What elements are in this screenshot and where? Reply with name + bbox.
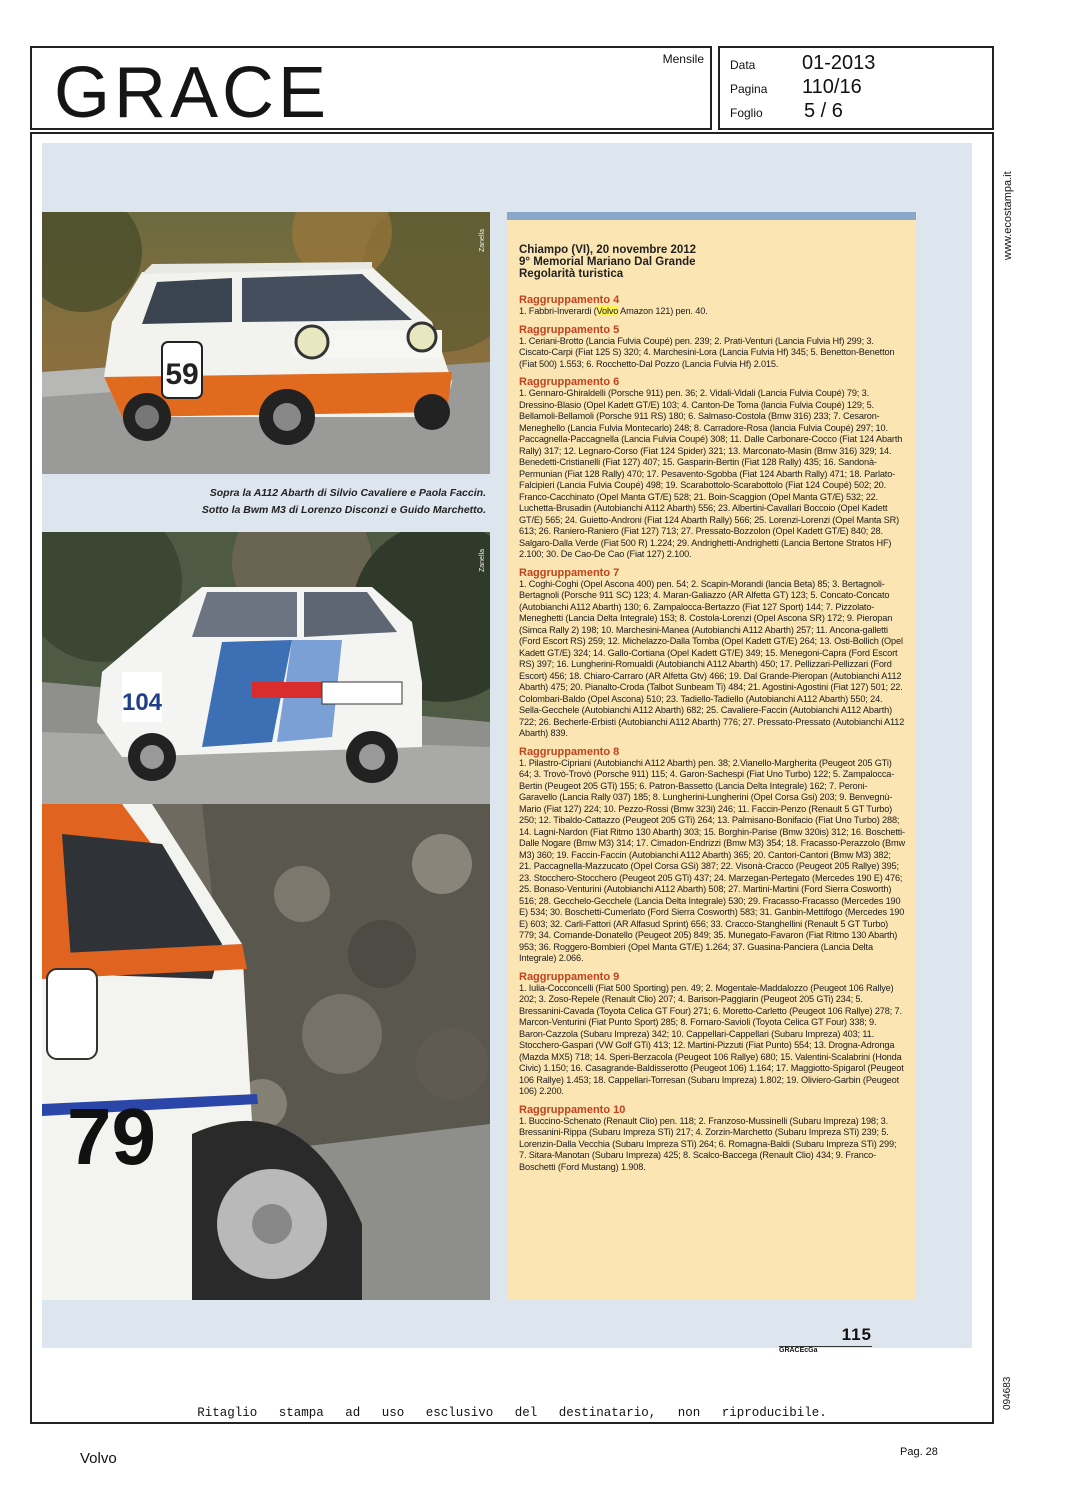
- disclaimer: Ritaglio stampa ad uso esclusivo del destinatario, non riproducibile.: [197, 1406, 827, 1420]
- clipping-meta-box: [718, 46, 994, 130]
- svg-text:104: 104: [121, 689, 163, 716]
- side-url: www.ecostampa.it: [1002, 171, 1014, 260]
- results-body: [519, 244, 905, 1173]
- page-brand: GRACEcGa: [779, 1346, 872, 1354]
- highlighted-keyword: Volvo: [596, 306, 619, 316]
- group-results: 1. Gennaro-Ghiraldelli (Porsche 911) pen. 36; 2. Vidali-Vidali (Lancia Fulvia Coupé) 79; 3. Dressino-Blasio (Opel Kadett GT/E) 103; 4. Canton-De Toma (lancia Fulvia Coupé) 129; 5. Bellamoli-Bellamoli (Porsche 911 RS) 180; 6. Salmaso-Costola (Bmw 316) 233; 7. Cesaron-Meneghello (Lancia Fulvia Montecarlo) 248; 8. Carradore-Rosa (lancia Fulvia Coupé) 297; 10. Paccagnella-Paccagnella (Lancia Fulvia Coupé) 308; 11. Dalle Carbonare-Cocco (Fiat 124 Abarth Rally) 317; 12. Legnaro-Corso (Fiat 124 Spider) 321; 13. Marconato-Masin (Bmw 316) 329; 14. Benedetti-Cristianelli (Fiat 127) 407; 15. Gasparin-Bertin (Fiat 128 Rally) 435; 16. Sandonà-Permunian (Fiat 128 Rally) 470; 17. Pesavento-Sgobba (Fiat 124 Abarth Rally) 471; 18. Parlato-Falcipieri (Lancia Fulvia Coupé) 498; 19. Scarabottolo-Scarabottolo (Fiat 124 Coupé) 502; 20. Franco-Cacchinato (Opel Manta GT/E) 528; 21. Boin-Scaggion (Opel Manta GT/E) 532; 22. Luchetta-Brusadin (Autobianchi A112 Abarth) 556; 23. Albertini-Cavallari Boccoio (Opel Kadett GT/E) 565; 24. Guietto-Androni (Fiat 124 Abarth Rally) 566; 25. Lorenzi-Lorenzi (Opel Manta SR) 613; 26. Raniero-Raniero (Fiat 127) 713; 27. Pressato-Bozzolon (Opel Kadett GT/E) 840; 28. Salgaro-Dalla Verde (Fiat 500 R) 1.224; 29. Andrighetti-Andrighetti (Lancia Bertone Stratos HF) 2.100; 30. De Cao-De Cao (Fiat 127) 2.100.: [519, 388, 903, 559]
- event-subtitle: 9° Memorial Mariano Dal Grande: [519, 256, 696, 268]
- event-title: Chiampo (VI), 20 novembre 2012: [519, 244, 697, 256]
- photo-car-closeup: [42, 804, 490, 1300]
- meta-label: Data: [730, 58, 756, 72]
- group-results: 1. Ceriani-Brotto (Lancia Fulvia Coupé) pen. 239; 2. Prati-Venturi (Lancia Fulvia Hf) 299; 3. Ciscato-Carpi (Fiat 125 S) 320; 4. Marchesini-Lora (Lancia Fulvia Hf) 345; 5. Benetton-Benetton (Fiat 500) 1.553; 6. Rocchetto-Dal Pozzo (Lancia Fulvia Hf) 2.015.: [519, 335, 895, 369]
- magazine-logo: GRACE: [54, 53, 331, 133]
- meta-row-date: [730, 52, 876, 74]
- meta-value: 01-2013: [802, 52, 876, 74]
- group-title: Raggruppamento 6: [519, 376, 620, 388]
- photo-caption: [150, 485, 486, 519]
- group-results: 1. Fabbri-Inverardi (Volvo Amazon 121) pen. 40.: [519, 306, 708, 316]
- group-results: 1. Coghi-Coghi (Opel Ascona 400) pen. 54; 2. Scapin-Morandi (lancia Beta) 85; 3. Bertagnoli-Bertagnoli (Porsche 911 SC) 123; 4. Maran-Galiazzo (AR Alfetta GT) 123; 5. Concato-Concato (Autobianchi A112 Abarth) 130; 6. Zampalocca-Bertazzo (Fiat 127 Sport) 144; 7. Pizzolato-Meneghetti (Lancia Delta Integrale) 153; 8. Costola-Lorenzi (Opel Ascona SR) 172; 9. Pieropan (Simca Rally 2) 198; 10. Marchesini-Manea (Autobianchi A112 Abarth) 257; 11. Ancona-galletti (Ford Escort RS) 259; 12. Michelazzo-Dalla Tomba (Opel Kadett GT/E) 264; 13. Osti-Bollich (Opel Kadett GT/E) 324; 14. Gallo-Cortiana (Opel Kadett GT/E) 349; 15. Menegoni-Capra (Ford Escort RS) 397; 16. Lungherini-Romualdi (Autobianchi A112 Abarth) 450; 17. Pellizzari-Pellizzari (Ford Escort) 456; 18. Chiaro-Carraro (AR Alfetta Gtv) 466; 19. Dal Grande-Pieropan (Autobianchi A112 Abarth) 475; 20. Pianalto-Croda (Talbot Sunbeam Ti) 484; 21. Agostini-Agostini (Fiat 127) 501; 22. Colombari-Baldo (Opel Ascona) 510; 23. Tadiello-Tadiello (Autobianchi A112 Abarth) 550; 24. Sella-Gecchele (Autobianchi A112 Abarth) 682; 25. Cavaliere-Faccin (Autobianchi A112 Abarth) 722; 26. Becherle-Erbisti (Autobianchi A112 Abarth) 776; 27. Pressato-Pressato (Autobianchi A112 Abarth) 839.: [519, 578, 905, 738]
- photo-a112-abarth-image: [42, 212, 490, 474]
- photo-credit: Zanella: [479, 229, 486, 252]
- photo-bmw-m3: [42, 532, 490, 804]
- caption-line: Sopra la A112 Abarth di Silvio Cavaliere e Paola Faccin.: [209, 487, 486, 499]
- group-results: 1. Pilastro-Cipriani (Autobianchi A112 Abarth) pen. 38; 2.Vianello-Margherita (Peugeot 205 GTi) 64; 3. Trovò-Trovò (Porsche 911) 115; 4. Garon-Sachespi (Fiat Uno Turbo) 122; 5. Zampalocca-Bertin (Peugeot 205 GTi) 155; 6. Patron-Bassetto (Lancia Delta Integrale) 162; 7. Peroni-Garavello (Lancia Rally 037) 185; 8. Lungherini-Lungherini (Opel Corsa Gsi) 203; 9. Benvegnù-Mario (Fiat 127) 224; 10. Pezzo-Rossi (Bmw 323i) 246; 11. Faccin-Penzo (Renault 5 GT Turbo) 250; 12. Tibaldo-Cattazzo (Peugeot 205 GTi) 264; 13. Palmisano-Bonifacio (Fiat Uno Turbo) 288; 14. Lagni-Nardon (Fiat Ritmo 130 Abarth) 303; 15. Borghin-Parise (Bmw 320is) 312; 16. Boschetti-Dalle Nogare (Bmw M3) 314; 17. Cimadon-Endrizzi (Bmw M3) 354; 18. Fracasso-Perazzolo (Bmw M3) 360; 19. Faccin-Faccin (Autobianchi A112 Abarth) 365; 20. Cantori-Cantori (Bmw M3) 382; 21. Paccagnella-Mazzucato (Opel Corsa GSi) 387; 22. Visonà-Cracco (Peugeot 205 Rallye) 395; 23. Stocchero-Stocchero (Peugeot 205 GTi) 437; 24. Marzegan-Pertegato (Mercedes 190 E) 476; 25. Bonaso-Venturini (Autobianchi A112 Abarth) 508; 27. Martini-Martini (Ford Sierra Cosworth) 516; 28. Gecchelo-Gecchele (Lancia Delta Integrale) 530; 29. Fracasso-Fracasso (Mercedes 190 E) 534; 30. Boschetti-Cumerlato (Ford Sierra Cosworth) 583; 31. Ganbin-Mettifogo (Mercedes 190 E) 603; 32. Carli-Fattori (AR Alfasud Sprint) 656; 33. Cracco-Stanghellini (Renault 5 GT Turbo) 779; 34. Comande-Donatello (Peugeot 205) 849; 35. Munegato-Favaron (Fiat Ritmo 130 Abarth) 953; 36. Roggero-Bombieri (Opel Manta GT/E) 1.264; 37. Guasina-Panciera (Lancia Delta Integrale) 2.066.: [519, 757, 905, 963]
- group-results: 1. Iulia-Cocconcelli (Fiat 500 Sporting) pen. 49; 2. Mogentale-Maddalozzo (Peugeot 106 Rallye) 202; 3. Zoso-Repele (Renault Clio) 207; 4. Barison-Paggiarin (Peugeot 205 GTi) 234; 5. Bressanini-Cavada (Toyota Celica GT Four) 271; 6. Moretto-Carletto (Peugeot 106 Rallye) 278; 7. Marcon-Venturini (Fiat Punto Sport) 285; 8. Fornaro-Savioli (Toyota Celica GT Four) 338; 9. Baron-Cazzola (Subaru Impreza) 342; 10. Cappellari-Cappellari (Subaru Impreza) 403; 11. Stocchero-Gaspari (VW Golf GTi) 413; 12. Martini-Pizzuti (Fiat Punto) 554; 13. Drogna-Adronga (Mazda MX5) 718; 14. Speri-Berzacola (Peugeot 106 Rallye) 680; 15. Valentini-Scalabrini (Honda Civic) 1.150; 16. Casagrande-Baldisserotto (Peugeot 106) 1.164; 17. Maggiotto-Spigarol (Peugeot 106 Rallye) 1.453; 18. Cappellari-Torresan (Subaru Impreza) 1.802; 19. Oliviero-Garbin (Peugeot 106) 2.200.: [519, 982, 904, 1096]
- results-panel: [507, 212, 916, 1300]
- svg-text:59: 59: [165, 358, 199, 391]
- meta-label: Pagina: [730, 82, 768, 96]
- publication-frequency: Mensile: [662, 52, 704, 66]
- group-results: 1. Buccino-Schenato (Renault Clio) pen. 118; 2. Franzoso-Mussinelli (Subaru Impreza) 198; 3. Bressanini-Rippa (Subaru Impreza STi) 217; 4. Zorzin-Marchetto (Subaru Impreza STi) 239; 5. Lorenzin-Dalla Vecchia (Subaru Impreza STi) 264; 6. Romagna-Baldi (Subaru Impreza STi) 299; 7. Sitara-Manotan (Subaru Impreza) 425; 8. Scalco-Baccega (Renault Clio) 434; 9. Franco-Boschetti (Ford Mustang) 1.908.: [519, 1115, 897, 1172]
- caption-line: Sotto la Bwm M3 di Lorenzo Disconzi e Guido Marchetto.: [201, 504, 486, 516]
- group-title: Raggruppamento 10: [519, 1103, 626, 1116]
- results-top-bar: [507, 212, 916, 220]
- group-title: Raggruppamento 7: [519, 566, 620, 579]
- magazine-page-number: [779, 1325, 872, 1354]
- photo-a112-abarth: [42, 212, 490, 474]
- meta-value: 110/16: [802, 76, 862, 98]
- side-code: 094683: [1002, 1376, 1013, 1410]
- photo-credit: Zanella: [479, 549, 486, 572]
- meta-row-sheet: [730, 100, 843, 122]
- group-title: Raggruppamento 4: [519, 294, 620, 306]
- masthead: [30, 46, 712, 133]
- group-title: Raggruppamento 9: [519, 970, 620, 983]
- meta-row-page: [730, 76, 862, 98]
- meta-label: Foglio: [730, 106, 763, 120]
- page-number: 115: [841, 1325, 872, 1344]
- footer-page: Pag. 28: [900, 1446, 938, 1458]
- group-title: Raggruppamento 5: [519, 323, 620, 336]
- photo-bmw-m3-image: [42, 532, 490, 804]
- footer-keyword: Volvo: [80, 1450, 117, 1467]
- event-category: Regolarità turistica: [519, 268, 624, 280]
- group-title: Raggruppamento 8: [519, 745, 620, 758]
- meta-value: 5 / 6: [804, 100, 843, 122]
- svg-text:79: 79: [67, 1092, 156, 1181]
- photo-car-closeup-image: [42, 804, 490, 1300]
